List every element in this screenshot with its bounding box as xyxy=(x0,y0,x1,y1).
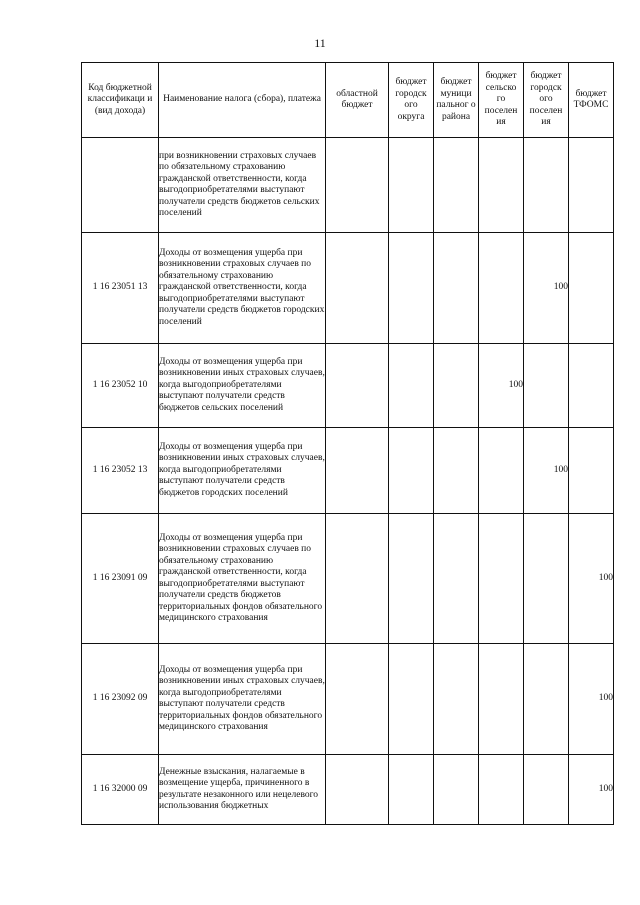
header-rural-settlement: бюджет сельско го поселен ия xyxy=(479,63,524,138)
row-rural-settlement xyxy=(479,644,524,755)
row-urban-settlement xyxy=(524,344,569,428)
header-urban-settlement: бюджет городск ого поселен ия xyxy=(524,63,569,138)
table-row xyxy=(82,755,614,825)
row-city-district xyxy=(389,344,434,428)
row-name: при возникновении страховых случаев по обязательному страхованию гражданской ответственности, когда выгодоприобретателями выступают получатели средств бюджетов сельских поселений xyxy=(159,138,326,233)
row-tfoms xyxy=(569,233,614,344)
page-number: 11 xyxy=(314,36,326,50)
row-name: Доходы от возмещения ущерба при возникновении иных страховых случаев, когда выгодоприобретателями выступают получатели средств бюджетов городских поселений xyxy=(159,428,326,514)
row-city-district xyxy=(389,138,434,233)
row-regional xyxy=(326,344,389,428)
header-code: Код бюджетной классификаци и (вид дохода) xyxy=(82,63,159,138)
row-tfoms xyxy=(569,428,614,514)
row-code: 1 16 23092 09 xyxy=(82,644,159,755)
row-city-district xyxy=(389,644,434,755)
row-urban-settlement: 100 xyxy=(524,233,569,344)
row-tfoms: 100 xyxy=(569,514,614,644)
row-municipal-district xyxy=(434,514,479,644)
row-urban-settlement xyxy=(524,755,569,825)
row-rural-settlement xyxy=(479,514,524,644)
row-regional xyxy=(326,644,389,755)
table-row xyxy=(82,138,614,233)
row-city-district xyxy=(389,755,434,825)
row-rural-settlement xyxy=(479,755,524,825)
row-rural-settlement xyxy=(479,233,524,344)
row-city-district xyxy=(389,428,434,514)
row-name: Доходы от возмещения ущерба при возникновении страховых случаев по обязательному страхованию гражданской ответственности, когда выгодоприобретателями выступают получатели средств бюджетов территориальных фондов обязательного медицинского страхования xyxy=(159,514,326,644)
row-city-district xyxy=(389,233,434,344)
header-city-district: бюджет городск ого округа xyxy=(389,63,434,138)
row-code: 1 16 23052 10 xyxy=(82,344,159,428)
table-header-row xyxy=(82,63,614,138)
table-row xyxy=(82,644,614,755)
row-tfoms xyxy=(569,138,614,233)
row-name: Денежные взыскания, налагаемые в возмещение ущерба, причиненного в результате незаконного или нецелевого использования бюджетных xyxy=(159,755,326,825)
row-regional xyxy=(326,233,389,344)
row-name: Доходы от возмещения ущерба при возникновении иных страховых случаев, когда выгодоприобретателями выступают получатели средств территориальных фондов обязательного медицинского страхования xyxy=(159,644,326,755)
row-municipal-district xyxy=(434,138,479,233)
row-regional xyxy=(326,138,389,233)
table-row xyxy=(82,428,614,514)
row-municipal-district xyxy=(434,344,479,428)
row-code: 1 16 23052 13 xyxy=(82,428,159,514)
row-municipal-district xyxy=(434,755,479,825)
row-rural-settlement: 100 xyxy=(479,344,524,428)
row-city-district xyxy=(389,514,434,644)
row-urban-settlement xyxy=(524,644,569,755)
row-municipal-district xyxy=(434,428,479,514)
row-municipal-district xyxy=(434,233,479,344)
row-regional xyxy=(326,755,389,825)
row-urban-settlement xyxy=(524,514,569,644)
row-code: 1 16 32000 09 xyxy=(82,755,159,825)
row-regional xyxy=(326,514,389,644)
row-tfoms: 100 xyxy=(569,755,614,825)
row-urban-settlement xyxy=(524,138,569,233)
budget-classification-table xyxy=(81,62,614,825)
row-rural-settlement xyxy=(479,428,524,514)
table-row xyxy=(82,233,614,344)
row-code: 1 16 23051 13 xyxy=(82,233,159,344)
row-name: Доходы от возмещения ущерба при возникновении иных страховых случаев, когда выгодоприобретателями выступают получатели средств бюджетов сельских поселений xyxy=(159,344,326,428)
header-regional: областной бюджет xyxy=(326,63,389,138)
header-tfoms: бюджет ТФОМС xyxy=(569,63,614,138)
row-regional xyxy=(326,428,389,514)
header-name: Наименование налога (сбора), платежа xyxy=(159,63,326,138)
row-code: 1 16 23091 09 xyxy=(82,514,159,644)
row-urban-settlement: 100 xyxy=(524,428,569,514)
row-name: Доходы от возмещения ущерба при возникновении страховых случаев по обязательному страхованию гражданской ответственности, когда выгодоприобретателями выступают получатели средств бюджетов городских поселений xyxy=(159,233,326,344)
row-tfoms xyxy=(569,344,614,428)
header-municipal-district: бюджет муници пальног о района xyxy=(434,63,479,138)
table-row xyxy=(82,514,614,644)
row-municipal-district xyxy=(434,644,479,755)
table-row xyxy=(82,344,614,428)
row-tfoms: 100 xyxy=(569,644,614,755)
row-code xyxy=(82,138,159,233)
row-rural-settlement xyxy=(479,138,524,233)
